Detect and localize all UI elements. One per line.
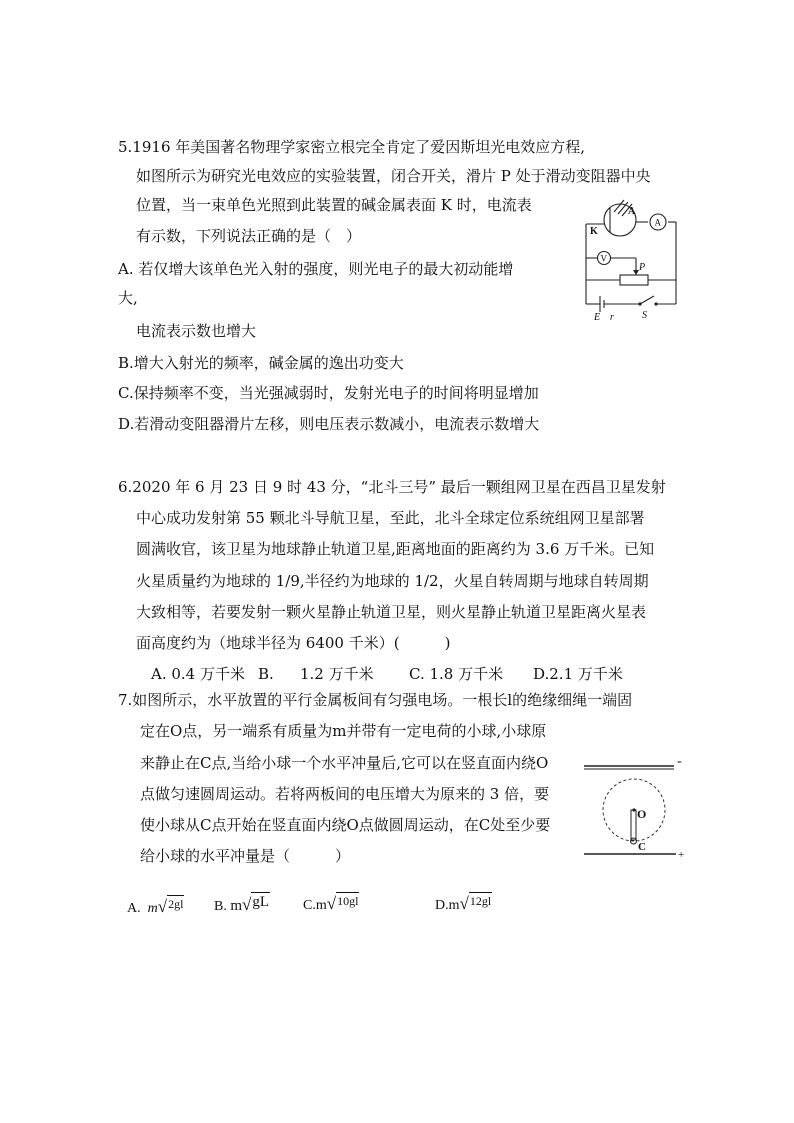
- q6-stem-line-3: 圆满收官，该卫星为地球静止轨道卫星,距离地面的距离约为 3.6 万千米。已知: [136, 540, 655, 558]
- label-p: P: [639, 262, 646, 273]
- q5-option-c: C.保持频率不变，当光强减弱时，发射光电子的时间将明显增加: [118, 384, 539, 402]
- photoelectric-circuit-diagram: [576, 196, 686, 322]
- parallel-plates-diagram: [582, 752, 688, 864]
- q6-stem-line-2: 中心成功发射第 55 颗北斗导航卫星，至此，北斗全球定位系统组网卫星部署: [136, 509, 645, 527]
- label-c: C: [638, 841, 646, 853]
- ammeter-symbol: A: [654, 217, 661, 228]
- q6-stem-line-4: 火星质量约为地球的 1/9,半径约为地球的 1/2，火星自转周期与地球自转周期: [136, 572, 649, 590]
- q7-stem-line-1: 7.如图所示，水平放置的平行金属板间有匀强电场。一根长l的绝缘细绳一端固: [118, 691, 633, 709]
- q6-stem-line-6: 面高度约为（地球半径为 6400 千米）( ): [136, 634, 451, 652]
- q5-option-b: B.增大入射光的频率，碱金属的逸出功变大: [118, 354, 404, 372]
- q5-stem-line-4: 有示数，下列说法正确的是（ ）: [136, 227, 362, 245]
- q6-option-d: D.2.1 万千米: [533, 665, 623, 683]
- radicand-d: 12gl: [469, 894, 492, 908]
- minus-sign: -: [677, 754, 682, 769]
- voltmeter-symbol: V: [600, 253, 607, 264]
- q5-option-a-cont-2: 电流表示数也增大: [136, 322, 257, 340]
- q7-option-c: C.m√10gl: [303, 894, 359, 913]
- q7-stem-line-5: 使小球从C点开始在竖直面内绕O点做圆周运动，在C处至少要: [140, 816, 551, 834]
- q5-stem-line-1: 5.1916 年美国著名物理学家密立根完全肯定了爱因斯坦光电效应方程,: [118, 138, 586, 156]
- radicand-c: 10gl: [337, 894, 359, 908]
- label-anode-a: A: [628, 206, 636, 217]
- q6-option-b: 1.2 万千米: [300, 665, 374, 683]
- label-r: r: [610, 312, 614, 322]
- q6-stem-line-5: 大致相等，若要发射一颗火星静止轨道卫星，则火星静止轨道卫星距离火星表: [136, 603, 647, 621]
- q7-option-a: A. m√2gl: [127, 897, 184, 916]
- radicand-a: 2gl: [168, 897, 184, 911]
- q7-option-d: D.m√12gl: [435, 894, 492, 913]
- q5-stem-line-3: 位置，当一束单色光照到此装置的碱金属表面 K 时，电流表: [136, 196, 532, 214]
- q7-stem-line-3: 来静止在C点,当给小球一个水平冲量后,它可以在竖直面内绕O: [140, 754, 549, 772]
- q6-stem-line-1: 6.2020 年 6 月 23 日 9 时 43 分，“北斗三号” 最后一颗组网卫星在西昌卫星发射: [118, 478, 666, 496]
- q5-stem-line-2: 如图所示为研究光电效应的实验装置，闭合开关，滑片 P 处于滑动变阻器中央: [136, 167, 651, 185]
- q6-option-b-label: B.: [258, 665, 274, 683]
- label-s: S: [642, 310, 647, 321]
- q5-option-d: D.若滑动变阻器滑片左移，则电压表示数减小，电流表示数增大: [118, 415, 540, 433]
- q7-stem-line-6: 给小球的水平冲量是（ ）: [140, 847, 351, 865]
- radicand-b: gL: [252, 894, 270, 910]
- q5-option-a: A. 若仅增大该单色光入射的强度，则光电子的最大初动能增: [118, 260, 514, 278]
- label-o: O: [637, 807, 647, 821]
- q7-stem-line-2: 定在O点，另一端系有质量为m并带有一定电荷的小球,小球原: [140, 722, 547, 740]
- q6-option-c: C. 1.8 万千米: [409, 665, 504, 683]
- label-k: K: [590, 226, 598, 237]
- q6-option-a: A. 0.4 万千米: [151, 665, 245, 683]
- label-e: E: [594, 312, 601, 322]
- q7-stem-line-4: 点做匀速圆周运动。若将两板间的电压增大为原来的 3 倍，要: [140, 785, 550, 803]
- plus-sign: +: [678, 849, 685, 861]
- q7-option-b: B. m√gL: [214, 894, 270, 914]
- q5-option-a-cont: 大,: [118, 289, 138, 307]
